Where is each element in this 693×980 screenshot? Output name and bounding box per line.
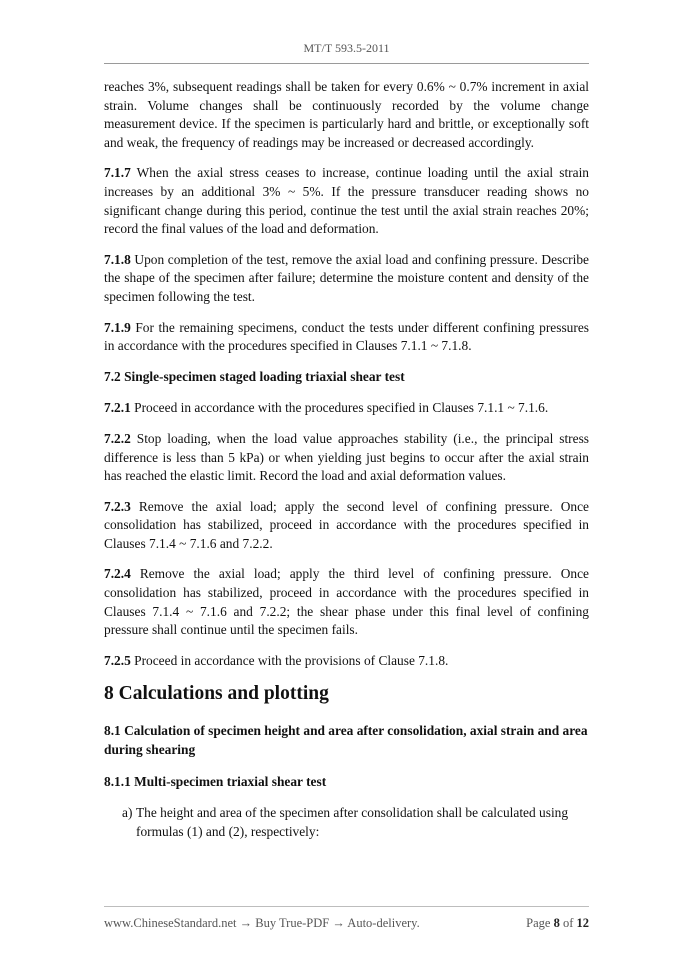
list-item-text: The height and area of the specimen after consolidation shall be calculated using formulas (1) and (2), respectively:	[136, 805, 569, 839]
clause-text: When the axial stress ceases to increase, continue loading until the axial strain increases by an additional 3% ~ 5%. If the pressure transducer reading shows no significant change during this period, continue the test until the axial strain reaches 20%; record the final values of the load and deformation.	[104, 165, 590, 237]
list-marker: a)	[122, 805, 133, 821]
list-item-a	[122, 804, 589, 841]
header-rule	[104, 63, 589, 64]
page-content	[104, 78, 589, 841]
running-header: MT/T 593.5-2011	[303, 41, 390, 55]
clause-number: 7.2.1	[104, 400, 131, 416]
chapter-heading-8: 8 Calculations and plotting	[104, 683, 329, 705]
clause-7-1-8	[104, 251, 589, 307]
clause-number: 7.1.7	[104, 165, 131, 181]
footer-link[interactable]: www.ChineseStandard.net → Buy True-PDF → Auto-delivery.	[104, 916, 420, 930]
clause-7-2-4	[104, 565, 589, 639]
clause-number: 7.2.3	[104, 498, 131, 514]
clause-number: 7.1.8	[104, 251, 131, 267]
clause-7-2-1	[104, 399, 589, 418]
clause-text: Remove the axial load; apply the second level of confining pressure. Once consolidation has stabilized, proceed in accordance with the procedures specified in Clauses 7.1.4 ~ 7.1.6 and 7.2.2.	[104, 498, 589, 551]
footer-rule	[104, 906, 589, 907]
paragraph-continued: reaches 3%, subsequent readings shall be taken for every 0.6% ~ 0.7% increment in axial strain. Volume changes shall be continuously recorded by the volume change measurement device. If the specimen is particularly hard and brittle, or exceptionally soft and weak, the frequency of readings may be increased or decreased accordingly.	[104, 79, 589, 150]
clause-7-2-5	[104, 652, 589, 671]
clause-text: Proceed in accordance with the provisions of Clause 7.1.8.	[134, 652, 449, 668]
clause-text: Stop loading, when the load value approaches stability (i.e., the principal stress difference is less than 5 kPa) or when yielding just begins to occur after the axial strain has reached the elastic limit. Record the load and axial deformation values.	[104, 430, 589, 484]
clause-number: 7.1.9	[104, 319, 131, 335]
section-heading-8-1-1: 8.1.1 Multi-specimen triaxial shear test	[104, 773, 327, 789]
clause-number: 7.2.5	[104, 652, 131, 668]
clause-text: Proceed in accordance with the procedures specified in Clauses 7.1.1 ~ 7.1.6.	[134, 400, 549, 416]
clause-text: For the remaining specimens, conduct the tests under different confining pressures in accordance with the procedures specified in Clauses 7.1.1 ~ 7.1.8.	[104, 319, 589, 354]
clause-number: 7.2.2	[104, 430, 131, 446]
clause-7-1-9	[104, 319, 589, 356]
section-heading-7-2: 7.2 Single-specimen staged loading triaxial shear test	[104, 368, 405, 384]
clause-text: Remove the axial load; apply the third level of confining pressure. Once consolidation has stabilized, proceed in accordance with the procedures specified in Clauses 7.1.4 ~ 7.1.6 and 7.2.2; the shear phase under this final level of confining pressure shall continue until the specimen fails.	[104, 566, 589, 638]
clause-7-2-2	[104, 430, 589, 486]
clause-7-2-3	[104, 498, 589, 554]
clause-number: 7.2.4	[104, 566, 131, 582]
page-number: Page 8 of 12	[526, 916, 589, 930]
section-heading-8-1: 8.1 Calculation of specimen height and area after consolidation, axial strain and area during shearing	[104, 723, 588, 758]
clause-text: Upon completion of the test, remove the axial load and confining pressure. Describe the shape of the specimen after failure; determine the moisture content and density of the specimen following the test.	[104, 251, 589, 304]
clause-7-1-7	[104, 164, 589, 238]
